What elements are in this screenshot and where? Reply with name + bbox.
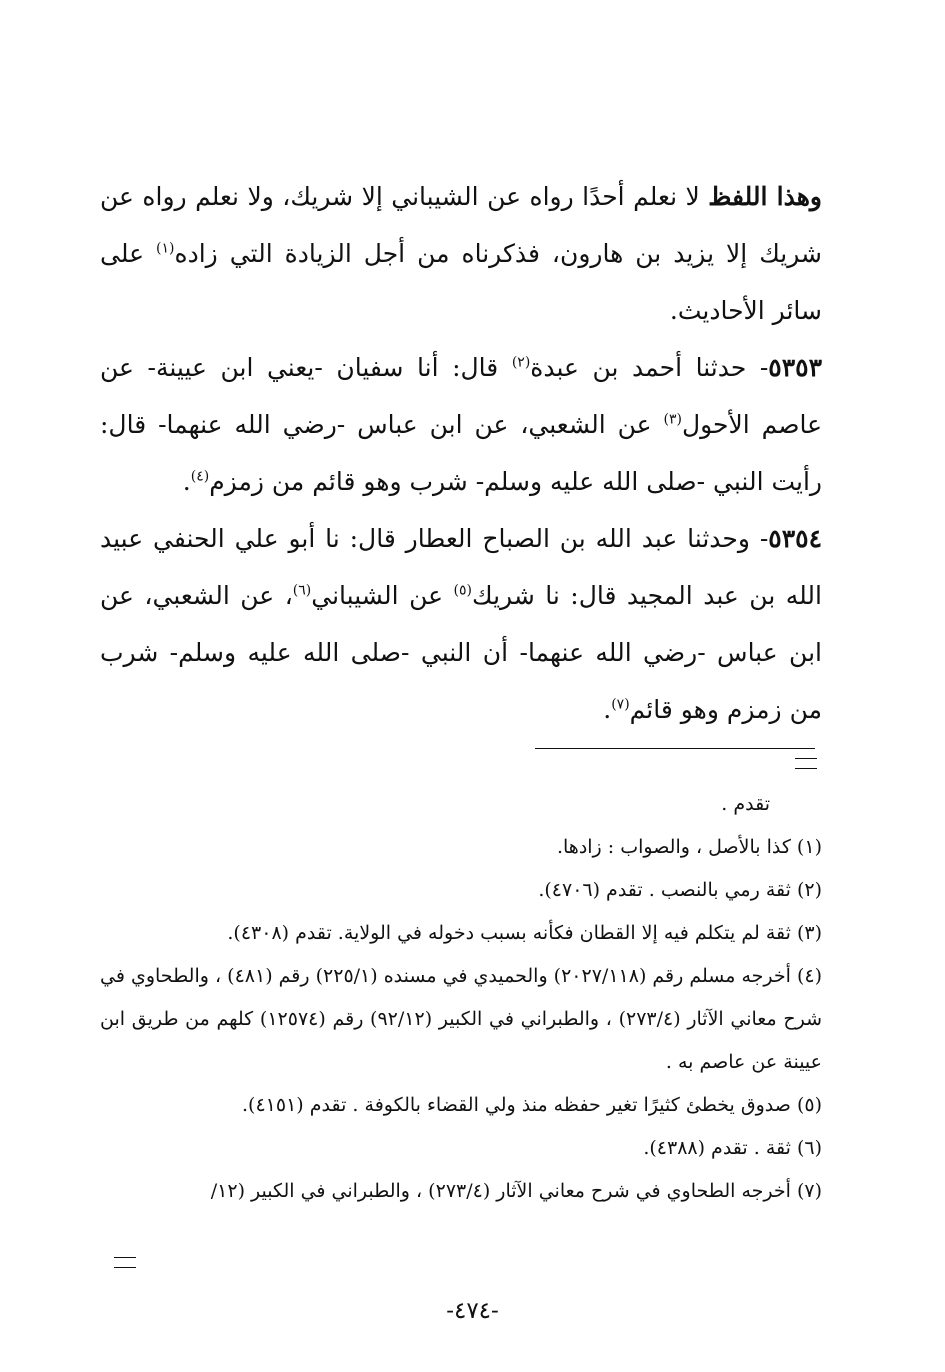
- intro-text-1: لا نعلم أحدًا رواه عن الشيباني إلا شريك، ولا نعلم رواه عن شريك إلا يزيد بن هارون، فذكرناه من أجل الزيادة التي زاده: [100, 182, 822, 268]
- footnote-separator: [535, 748, 815, 749]
- lead-phrase: وهذا اللفظ: [708, 182, 823, 211]
- footnotes: [100, 783, 822, 1213]
- footnote-7: (٧) أخرجه الطحاوي في شرح معاني الآثار (٢٧٣/٤) ، والطبراني في الكبير (١٢/: [210, 1180, 822, 1202]
- footnote-ref-1[interactable]: (١): [156, 240, 175, 257]
- hadith-5353-text-1: - حدثنا أحمد بن عبدة: [530, 353, 769, 382]
- main-text: [100, 168, 822, 738]
- hadith-5353-text-3: عن الشعبي، عن ابن عباس -رضي الله عنهما- قال: رأيت النبي -صلى الله عليه وسلم- شرب وهو قائم من زمزم: [100, 410, 822, 496]
- footnote-carryover: تقدم .: [721, 793, 770, 815]
- footnote-1: (١) كذا بالأصل ، والصواب : زادها.: [556, 836, 822, 858]
- footnote-2: (٢) ثقة رمي بالنصب . تقدم (٤٧٠٦).: [538, 879, 822, 901]
- footnote-ref-3[interactable]: (٣): [663, 411, 682, 428]
- continuation-mark-bottom: [114, 1257, 136, 1268]
- hadith-number-5354: ٥٣٥٤: [768, 524, 822, 553]
- hadith-5353-text-4: .: [182, 467, 191, 496]
- hadith-5354: [100, 510, 822, 738]
- hadith-5353: [100, 339, 822, 510]
- continuation-mark-top: [795, 758, 817, 769]
- footnote-6: (٦) ثقة . تقدم (٤٣٨٨).: [643, 1137, 822, 1159]
- footnote-ref-5[interactable]: (٥): [453, 582, 472, 599]
- hadith-5353-text-2: قال: أنا سفيان -يعني ابن عيينة- عن عاصم الأحول: [100, 353, 822, 439]
- footnote-5: (٥) صدوق يخطئ كثيرًا تغير حفظه منذ ولي القضاء بالكوفة . تقدم (٤١٥١).: [242, 1094, 822, 1116]
- footnote-ref-7[interactable]: (٧): [611, 696, 630, 713]
- hadith-5354-text-1: - وحدثنا عبد الله بن الصباح العطار قال: نا أبو علي الحنفي عبيد الله بن عبد المجيد قال: نا شريك: [100, 524, 822, 610]
- page-number: -٤٧٤-: [446, 1298, 499, 1324]
- footnote-ref-2[interactable]: (٢): [511, 354, 531, 371]
- footnote-3: (٣) ثقة لم يتكلم فيه إلا القطان فكأنه بسبب دخوله في الولاية. تقدم (٤٣٠٨).: [227, 922, 822, 944]
- intro-text-2: على سائر الأحاديث.: [100, 239, 822, 325]
- hadith-5354-text-4: .: [603, 695, 612, 724]
- intro-paragraph: [100, 168, 822, 339]
- hadith-number-5353: ٥٣٥٣: [768, 353, 823, 382]
- footnote-ref-4[interactable]: (٤): [190, 468, 210, 485]
- footnote-ref-6[interactable]: (٦): [292, 582, 312, 599]
- footnote-4: (٤) أخرجه مسلم رقم (٢٠٢٧/١١٨) والحميدي في مسنده (٢٢٥/١) رقم (٤٨١) ، والطحاوي في شرح معاني الآثار (٢٧٣/٤) ، والطبراني في الكبير (٩٢/١٢) رقم (١٢٥٧٤) كلهم من طريق ابن عيينة عن عاصم به .: [100, 965, 823, 1073]
- hadith-5354-text-2: عن الشيباني: [311, 581, 454, 610]
- hadith-5354-text-3: ، عن الشعبي، عن ابن عباس -رضي الله عنهما- أن النبي -صلى الله عليه وسلم- شرب من زمزم وهو قائم: [100, 581, 822, 724]
